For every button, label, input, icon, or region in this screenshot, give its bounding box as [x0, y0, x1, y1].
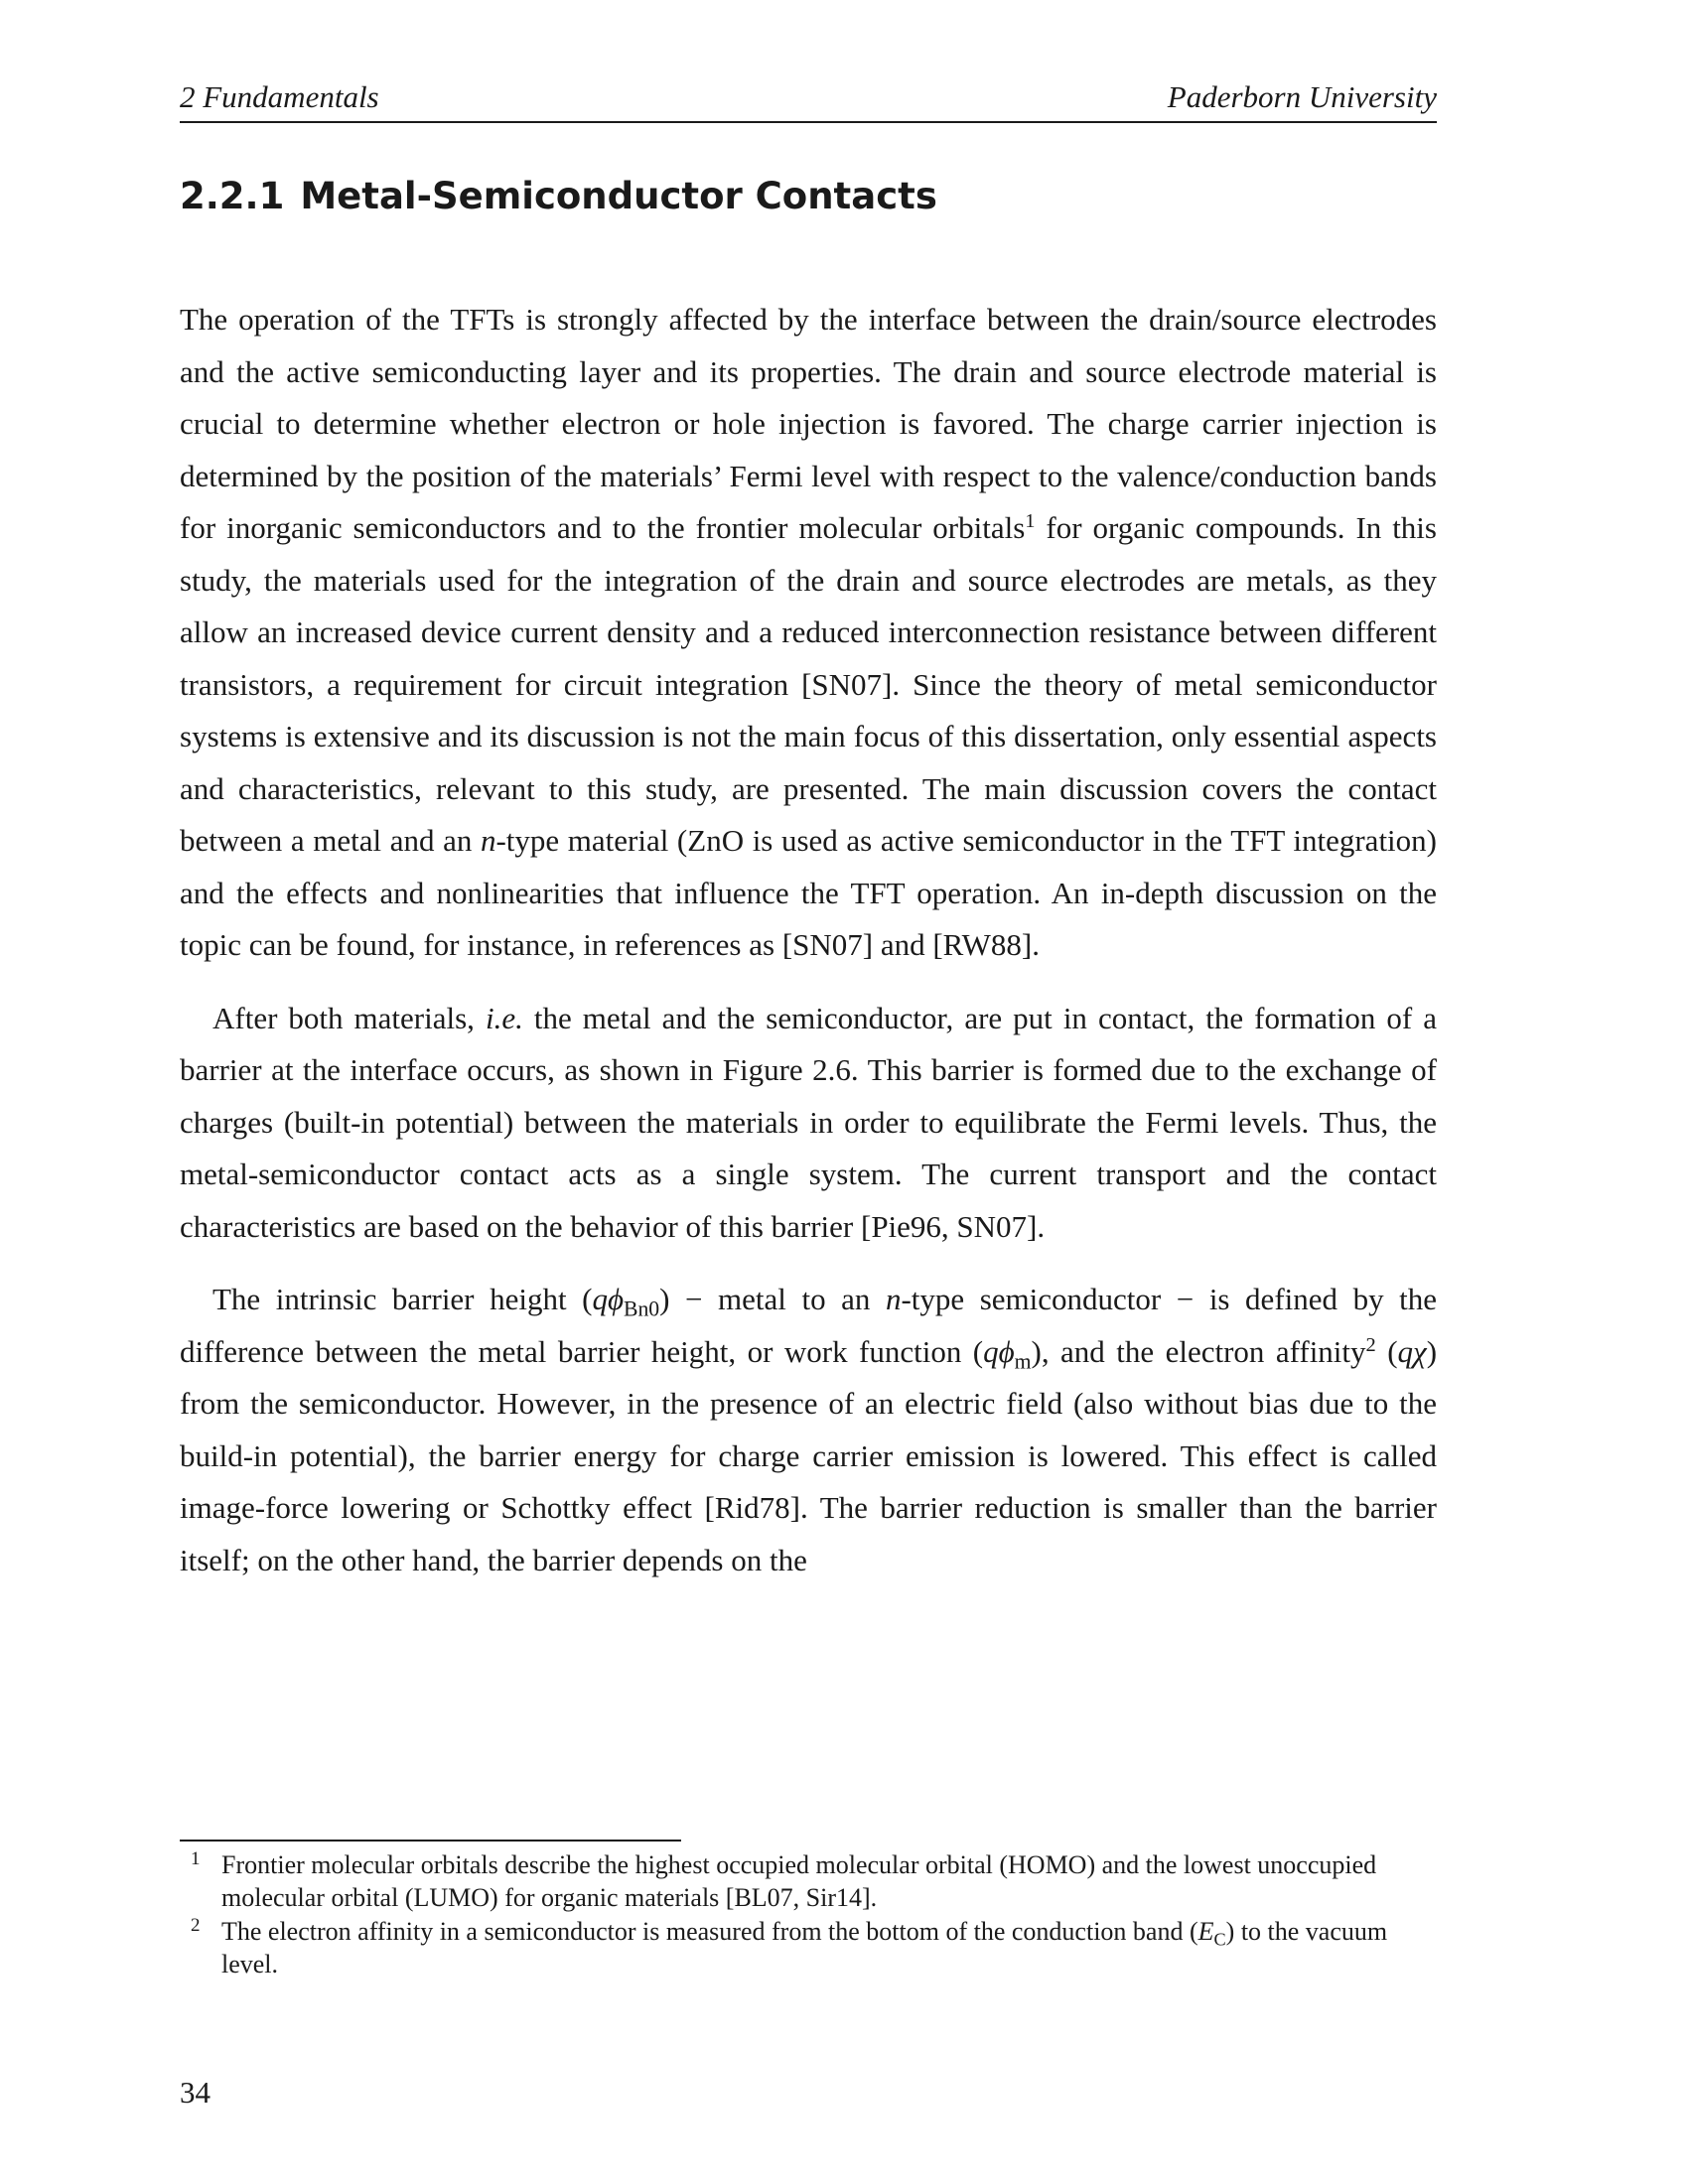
p1-text-c: -type material (ZnO is used as active semiconductor in the TFT integration) and the effects and nonlinearities that influence the TFT operation. An in-depth discussion on the topic can be found, for instance, in references as [SN07] and [RW88]. — [180, 823, 1437, 962]
subscript-m: m — [1014, 1349, 1032, 1373]
footnote-ref-1[interactable]: 1 — [1025, 509, 1036, 532]
footnote-separator — [180, 1840, 681, 1842]
p3-text-a: The intrinsic barrier height ( — [212, 1282, 593, 1316]
footnotes — [189, 1848, 1437, 1981]
symbol-q-phi-bn0: qϕ — [592, 1282, 624, 1316]
paragraph-2 — [180, 993, 1437, 1254]
p2-italic-ie: i.e. — [485, 1000, 523, 1035]
p3-text-c: -type semiconductor − is defined by the difference between the metal barrier height, or work function ( — [180, 1282, 1437, 1369]
p2-text-b: the metal and the semiconductor, are put in contact, the formation of a barrier at the interface occurs, as shown in Figure 2.6. This barrier is formed due to the exchange of charges (built-in potential) between the materials in order to equilibrate the Fermi levels. Thus, the metal-semiconductor contact acts as a single system. The current transport and the contact characteristics are based on the behavior of this barrier [Pie96, SN07]. — [180, 1000, 1437, 1244]
subscript-c: C — [1213, 1929, 1226, 1950]
section-title — [180, 175, 937, 217]
p3-text-e: ( — [1375, 1333, 1398, 1369]
p2-text-a: After both materials, — [212, 1000, 486, 1035]
paragraph-3 — [180, 1274, 1437, 1586]
symbol-q-phi-m: qϕ — [983, 1333, 1015, 1369]
footnote-2-text-a: The electron affinity in a semiconductor is measured from the bottom of the conduction band ( — [221, 1917, 1198, 1946]
p1-italic-n: n — [480, 823, 496, 858]
paragraph-1 — [180, 294, 1437, 972]
p3-text-b: ) − metal to an — [659, 1282, 886, 1316]
p3-text-f: ) from the semiconductor. However, in the presence of an electric field (also without bias due to the build-in potential), the barrier energy for charge carrier emission is lowered. This effect is called image-force lowering or Schottky effect [Rid78]. The barrier reduction is smaller than the barrier itself; on the other hand, the barrier depends on the — [180, 1333, 1438, 1577]
body-text — [180, 294, 1437, 1607]
footnote-ref-2[interactable]: 2 — [1365, 1333, 1376, 1356]
section-title-text: Metal-Semiconductor Contacts — [300, 175, 937, 217]
footnote-2-text-b: ) to the vacuum level. — [221, 1917, 1388, 1979]
p1-text-a: The operation of the TFTs is strongly affected by the interface between the drain/source electrodes and the active semiconducting layer and its properties. The drain and source electrode material is crucial to determine whether electron or hole injection is favored. The charge carrier injection is determined by the position of the materials’ Fermi level with respect to the valence/conduction bands for inorganic semiconductors and to the frontier molecular orbitals — [180, 302, 1437, 545]
section-number: 2.2.1 — [180, 175, 285, 217]
symbol-q-chi: qχ — [1397, 1333, 1427, 1369]
p1-text-b: for organic compounds. In this study, the materials used for the integration of the drain and source electrodes are metals, as they allow an increased device current density and a reduced interconnection resistance between different transistors, a requirement for circuit integration [SN07]. Since the theory of metal semiconductor systems is extensive and its discussion is not the main focus of this dissertation, only essential aspects and characteristics, relevant to this study, are presented. The main discussion covers the contact between a metal and an — [180, 510, 1437, 858]
page-number: 34 — [180, 2075, 211, 2110]
subscript-bn0: Bn0 — [623, 1297, 660, 1321]
footnote-2 — [189, 1915, 1437, 1980]
running-header — [180, 79, 1437, 123]
footnote-1 — [189, 1848, 1437, 1914]
chapter-heading: 2 Fundamentals — [180, 79, 379, 114]
p3-text-d: ), and the electron affinity — [1031, 1333, 1366, 1369]
symbol-ec: E — [1197, 1917, 1214, 1946]
institution-name: Paderborn University — [1167, 79, 1437, 114]
footnote-mark-2: 2 — [191, 1915, 201, 1936]
footnote-mark-1: 1 — [191, 1848, 201, 1869]
footnote-1-text: Frontier molecular orbitals describe the highest occupied molecular orbital (HOMO) and the lowest unoccupied molecular orbital (LUMO) for organic materials [BL07, Sir14]. — [221, 1850, 1377, 1912]
p3-italic-n: n — [885, 1282, 902, 1316]
